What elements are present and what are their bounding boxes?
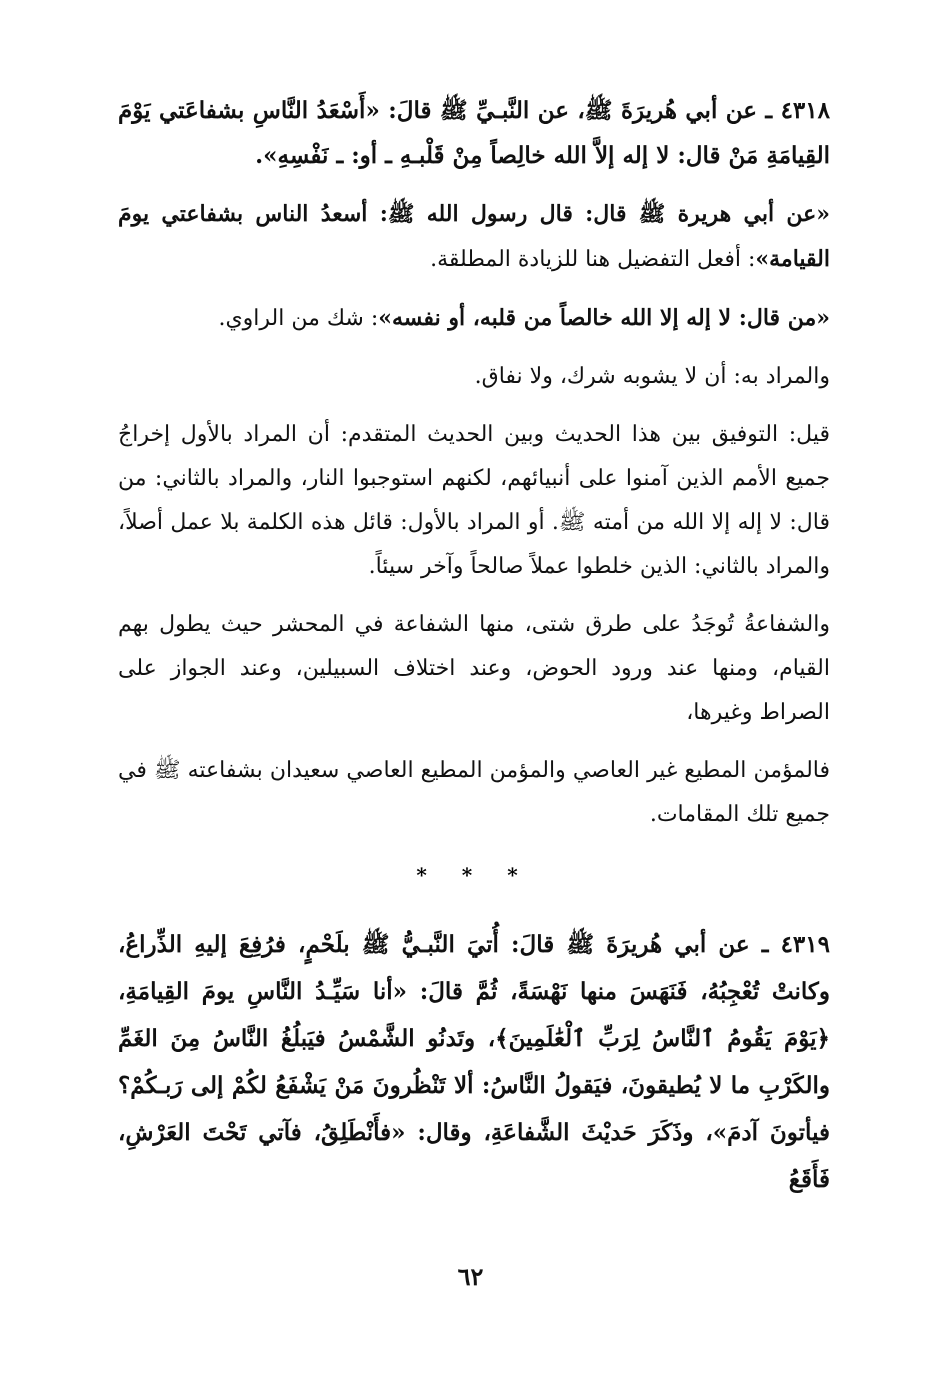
page-body	[118, 88, 830, 1217]
hadith-4319: ٤٣١٩ ـ عن أبي هُريرَةَ ﷺ قالَ: أُتيَ النَّبـيُّ ﷺ بلَحْمٍ، فرُفِعَ إليهِ الذِّراعُ، وكانتْ تُعْجِبُهُ، فَنَهَسَ منها نَهْسَةً، ثُمَّ قالَ: «أنا سَيِّـدُ النَّاسِ يومَ القِيامَةِ، ﴿يَوْمَ يَقُومُ ٱلنَّاسُ لِرَبِّ ٱلْعَٰلَمِينَ﴾، وتَدنُو الشَّمْسُ فيَبلُغُ النَّاسُ مِنَ الغَمِّ والكَرْبِ ما لا يُطيقونَ، فيَقولُ النَّاسُ: ألا تَنْظُرونَ مَنْ يَشْفَعُ لكُمْ إلى رَبـكُمْ؟ فيأتونَ آدمَ»، وذَكَرَ حَديْثَ الشَّفاعَةِ، وقال: «فأَنْطَلِقُ، فآتي تَحْتَ العَرْشِ، فَأَقَعُ	[118, 931, 830, 1193]
quoted-hadith-phrase: «عن أبي هريرة ﷺ قال: قال رسول الله ﷺ: أسعدُ الناس بشفاعتي يومَ القيامة»	[118, 201, 830, 272]
commentary-paragraph-2	[118, 296, 830, 341]
commentary-text: : شك من الراوي.	[218, 306, 379, 331]
commentary-paragraph-6: فالمؤمن المطيع غير العاصي والمؤمن المطيع العاصي سعيدان بشفاعته ﷺ في جميع تلك المقامات.	[118, 758, 830, 827]
commentary-paragraph-1	[118, 192, 830, 282]
section-separator: * * *	[416, 863, 532, 887]
hadith-4318: ٤٣١٨ ـ عن أبي هُريرَةَ ﷺ، عن النَّبـيِّ ﷺ قالَ: «أَسْعَدُ النَّاسِ بشفاعَتي يَوْمَ القِيامَةِ مَنْ قال: لا إله إلاَّ الله خالِصاً مِنْ قَلْبـهِ ـ أو: ـ نَفْسِهِ».	[118, 97, 830, 169]
commentary-text: : أفعل التفضيل هنا للزيادة المطلقة.	[430, 247, 756, 272]
commentary-paragraph-4: قيل: التوفيق بين هذا الحديث وبين الحديث المتقدم: أن المراد بالأول إخراجُ جميع الأمم الذين آمنوا على أنبيائهم، لكنهم استوجبوا النار، والمراد بالثاني: من قال: لا إله إلا الله من أمته ﷺ. أو المراد بالأول: قائل هذه الكلمة بلا عمل أصلاً، والمراد بالثاني: الذين خلطوا عملاً صالحاً وآخر سيئاً.	[118, 422, 830, 579]
quoted-hadith-phrase: «من قال: لا إله إلا الله خالصاً من قلبه، أو نفسه»	[378, 305, 830, 331]
commentary-paragraph-3: والمراد به: أن لا يشوبه شرك، ولا نفاق.	[474, 364, 830, 389]
commentary-paragraph-5: والشفاعةُ تُوجَدُ على طرق شتى، منها الشفاعة في المحشر حيث يطول بهم القيام، ومنها عند ورود الحوض، وعند اختلاف السبيلين، وعند الجواز على الصراط وغيرها،	[118, 612, 830, 725]
page-number: ٦٢	[457, 1262, 484, 1291]
